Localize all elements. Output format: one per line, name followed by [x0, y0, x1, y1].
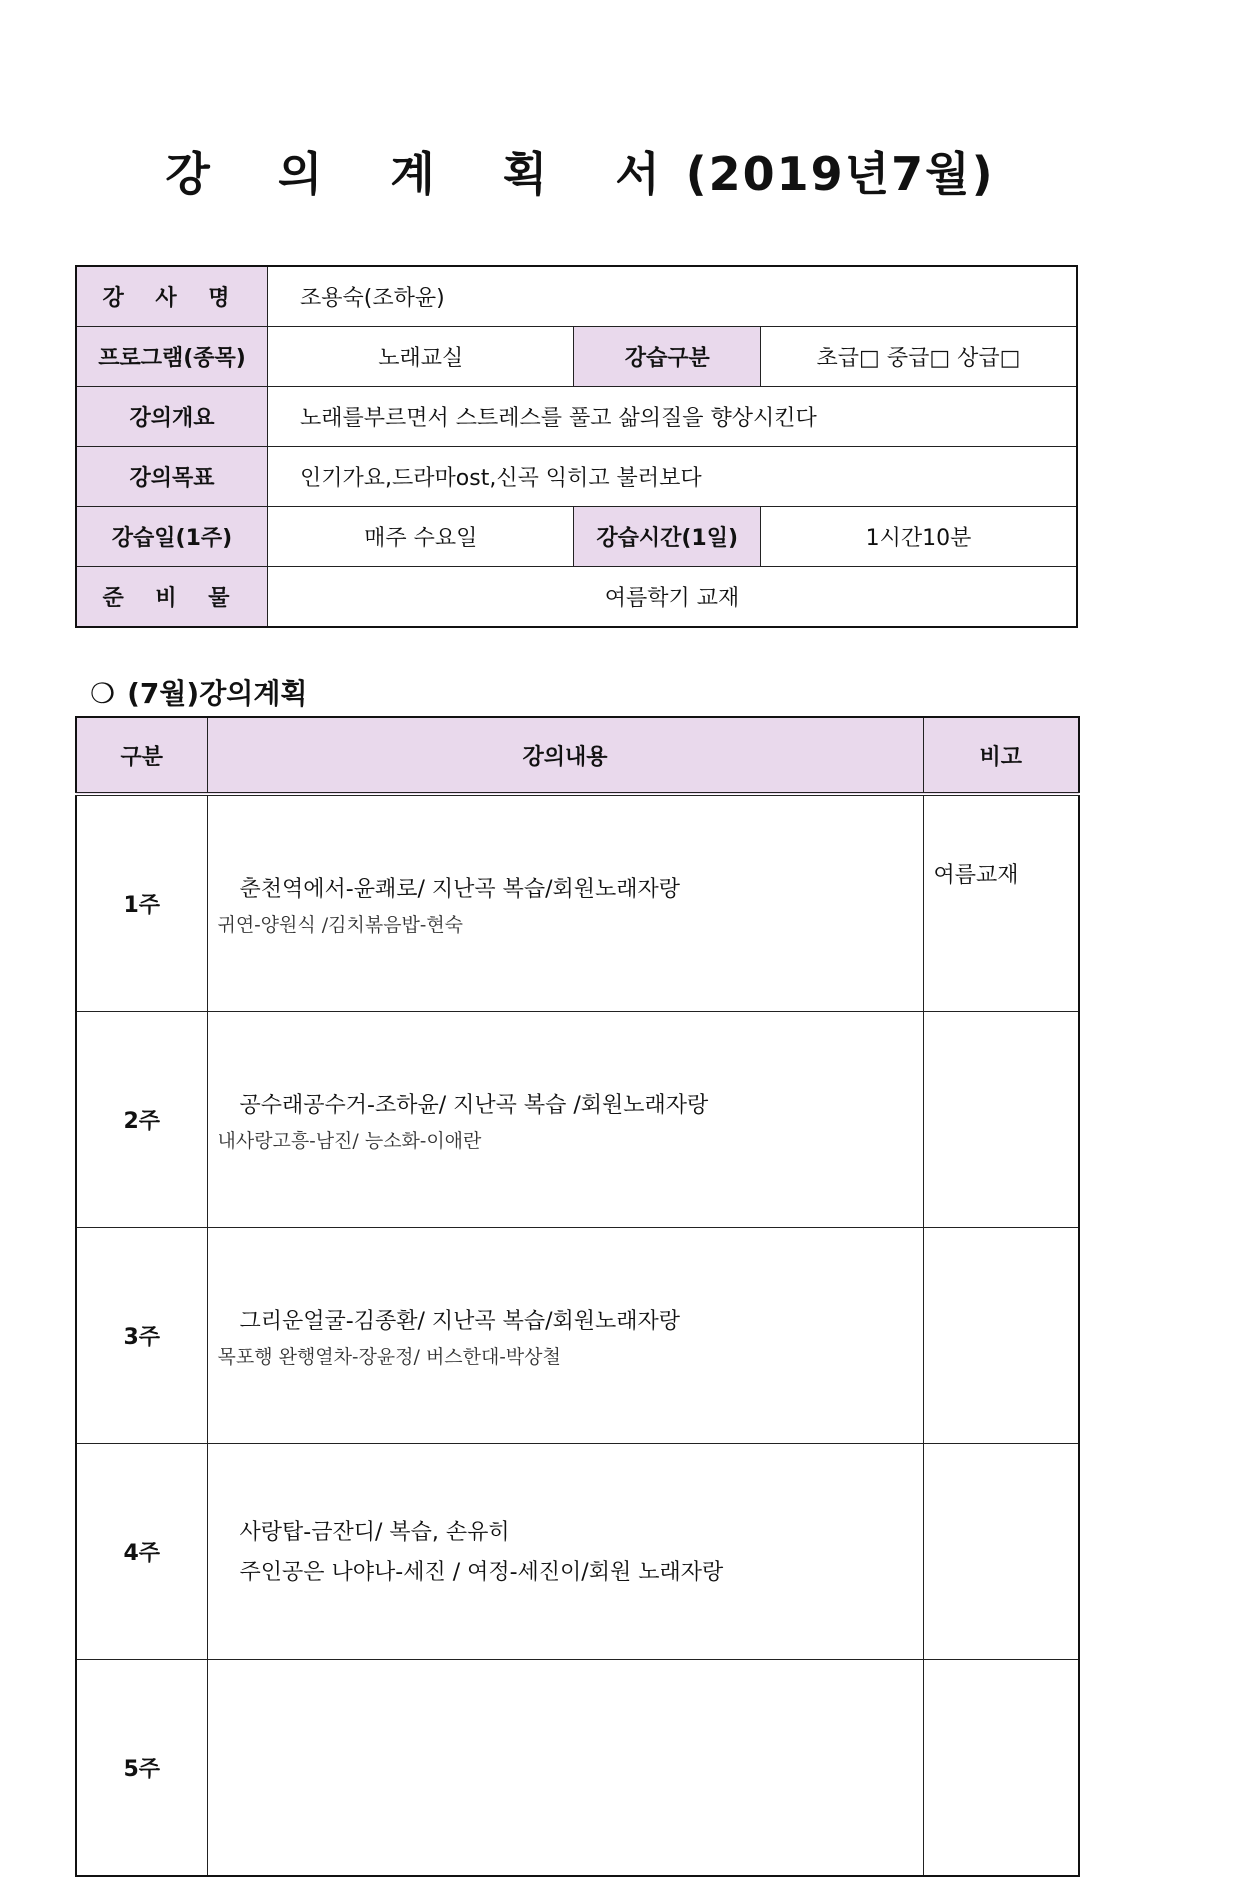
materials-row: [76, 567, 1077, 628]
lesson-line-1: 사랑탑-금잔디/ 복습, 손유히: [239, 1519, 510, 1545]
plan-row-week-1: [76, 794, 1079, 1012]
week-label: 4주: [76, 1444, 207, 1660]
info-table: [75, 265, 1078, 628]
materials-label: 준 비 물: [76, 567, 268, 628]
week-label: 3주: [76, 1228, 207, 1444]
instructor-value: 조용숙(조하윤): [268, 266, 1077, 327]
lesson-content: [207, 794, 923, 1012]
lesson-content: [207, 1012, 923, 1228]
lesson-content: [207, 1228, 923, 1444]
time-label: 강습시간(1일): [574, 507, 760, 567]
overview-value: 노래를부르면서 스트레스를 풀고 삶의질을 향상시킨다: [268, 387, 1077, 447]
plan-row-week-3: [76, 1228, 1079, 1444]
week-label: 2주: [76, 1012, 207, 1228]
plan-row-week-2: [76, 1012, 1079, 1228]
lesson-content: [207, 1660, 923, 1877]
note-cell: [923, 1444, 1079, 1660]
program-row: [76, 327, 1077, 387]
schedule-row: [76, 507, 1077, 567]
overview-row: [76, 387, 1077, 447]
note-cell: [923, 1660, 1079, 1877]
circle-bullet-icon: ❍: [90, 677, 116, 710]
program-value: 노래교실: [268, 327, 574, 387]
goal-row: [76, 447, 1077, 507]
plan-section-heading: [90, 672, 307, 712]
materials-value: 여름학기 교재: [268, 567, 1077, 628]
plan-heading-text: (7월)강의계획: [127, 677, 308, 710]
lesson-line-1: 그리운얼굴-김종환/ 지난곡 복습/회원노래자랑: [239, 1308, 681, 1334]
lesson-line-2: 내사랑고흥-남진/ 능소화-이애란: [217, 1129, 482, 1152]
instructor-label: 강 사 명: [76, 266, 268, 327]
instructor-row: [76, 266, 1077, 327]
title-main: 강 의 계 획 서: [165, 147, 686, 201]
plan-table: [75, 716, 1080, 1877]
time-value: 1시간10분: [760, 507, 1077, 567]
lesson-line-1: 공수래공수거-조하윤/ 지난곡 복습 /회원노래자랑: [239, 1092, 709, 1118]
day-label: 강습일(1주): [76, 507, 268, 567]
header-note: 비고: [923, 717, 1079, 794]
week-label: 1주: [76, 794, 207, 1012]
header-content: 강의내용: [207, 717, 923, 794]
note-cell: 여름교재: [923, 794, 1079, 1012]
lesson-content: [207, 1444, 923, 1660]
title-date: (2019년7월): [685, 147, 995, 201]
goal-value: 인기가요,드라마ost,신곡 익히고 불러보다: [268, 447, 1077, 507]
header-week: 구분: [76, 717, 207, 794]
day-value: 매주 수요일: [268, 507, 574, 567]
note-cell: [923, 1228, 1079, 1444]
plan-header-row: [76, 717, 1079, 794]
level-checkboxes: 초급□ 중급□ 상급□: [760, 327, 1077, 387]
lesson-line-2: 목포행 완행열차-장윤정/ 버스한대-박상철: [217, 1345, 561, 1368]
plan-row-week-4: [76, 1444, 1079, 1660]
lesson-line-2: 주인공은 나야나-세진 / 여정-세진이/회원 노래자랑: [239, 1559, 724, 1585]
goal-label: 강의목표: [76, 447, 268, 507]
lesson-line-2: 귀연-양원식 /김치볶음밥-현숙: [217, 913, 464, 936]
program-label: 프로그램(종목): [76, 327, 268, 387]
level-label: 강습구분: [574, 327, 760, 387]
note-cell: [923, 1012, 1079, 1228]
week-label: 5주: [76, 1660, 207, 1877]
lesson-line-1: 춘천역에서-윤쾌로/ 지난곡 복습/회원노래자랑: [239, 876, 681, 902]
plan-row-week-5: [76, 1660, 1079, 1877]
page-title: [0, 138, 1160, 204]
overview-label: 강의개요: [76, 387, 268, 447]
